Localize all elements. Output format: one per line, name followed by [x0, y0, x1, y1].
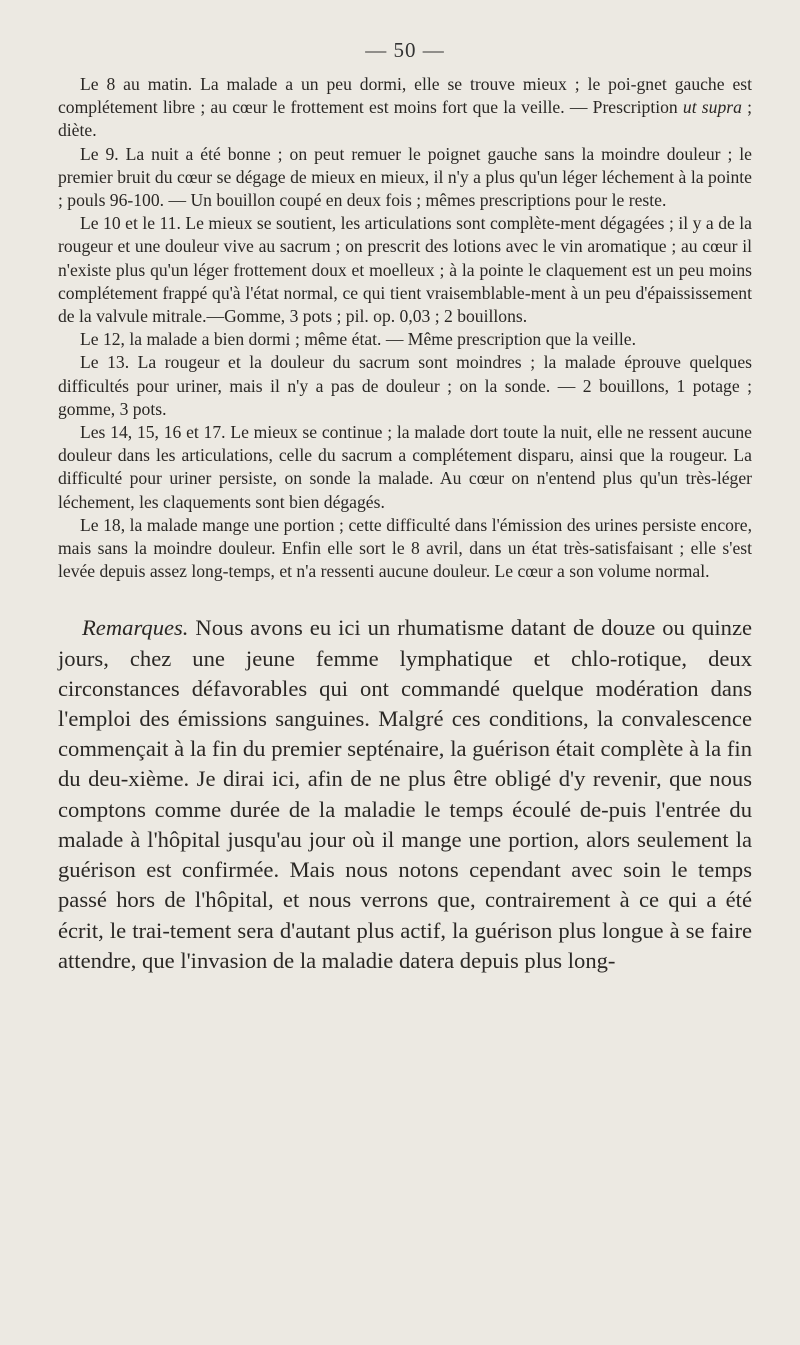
paragraph-day-8-text-a: Le 8 au matin. La malade a un peu dormi, elle se trouve mieux ; le poi-gnet gauche est complétement libre ; au cœur le frottement est moins fort que la veille. — Prescription — [58, 74, 752, 118]
paragraph-day-12: Le 12, la malade a bien dormi ; même état. — Même prescription que la veille. — [80, 329, 636, 350]
remarks-body: Nous avons eu ici un rhumatisme datant de douze ou quinze jours, chez une jeune femme lymphatique et chlo-rotique, deux circonstances défavorables qui ont commandé quelque modération dans l'emploi des émissions sanguines. Malgré ces conditions, la convalescence commençait à la fin du premier septénaire, la guérison était complète à la fin du deu-xième. Je dirai ici, afin de ne plus être obligé d'y revenir, que nous comptons comme durée de la maladie le temps écoulé de-puis l'entrée du malade à l'hôpital jusqu'au jour où il mange une portion, alors seulement la guérison est confirmée. Mais nous notons cependant avec soin le temps passé hors de l'hôpital, et nous verrons que, contrairement à ce qui a été écrit, le trai-tement sera d'autant plus actif, la guérison plus longue à se faire attendre, que l'invasion de la maladie datera depuis plus long- — [58, 615, 752, 973]
paragraph-day-8 — [58, 73, 752, 143]
paragraph-day-14-17: Les 14, 15, 16 et 17. Le mieux se continue ; la malade dort toute la nuit, elle ne ressent aucune douleur dans les articulations, celle du sacrum a complétement disparu, ainsi que la rougeur. La difficulté pour uriner persiste, on sonde la malade. Au cœur on n'entend plus qu'un très-léger léchement, les claquements sont bien dégagés. — [58, 422, 752, 512]
paragraph-day-18: Le 18, la malade mange une portion ; cette difficulté dans l'émission des urines persiste encore, mais sans la moindre douleur. Enfin elle sort le 8 avril, dans un état très-satisfaisant ; elle s'est levée depuis assez long-temps, et n'a ressenti aucune douleur. Le cœur a son volume normal. — [58, 514, 752, 582]
paragraph-day-9: Le 9. La nuit a été bonne ; on peut remuer le poignet gauche sans la moindre douleur ; le premier bruit du cœur se dégage de mieux en mieux, il n'y a plus qu'un léger léchement à la pointe ; pouls 96-100. — Un bouillon coupé en deux fois ; mêmes prescriptions pour le reste. — [58, 143, 752, 211]
remarks-paragraph — [58, 613, 752, 975]
paragraph-day-8-text-b: ; diète. — [58, 97, 752, 141]
page-number: — 50 — — [365, 38, 445, 62]
paragraph-day-10-11: Le 10 et le 11. Le mieux se soutient, les articulations sont complète-ment dégagées ; il y a de la rougeur et une douleur vive au sacrum ; on prescrit des lotions avec le vin aromatique ; au cœur il n'existe plus qu'un léger frottement doux et moelleux ; à la pointe le claquement est un peu moins complétement frappé qu'à l'état normal, ce qui tient vraisemblable-ment à un peu d'épaississement de la valvule mitrale.—Gomme, 3 pots ; pil. op. 0,03 ; 2 bouillons. — [58, 213, 752, 327]
remarks-title: Remarques. — [82, 615, 189, 641]
paragraph-day-8-italic: ut supra — [682, 97, 742, 118]
paragraph-day-13: Le 13. La rougeur et la douleur du sacrum sont moindres ; la malade éprouve quelques difficultés pour uriner, mais il n'y a pas de douleur ; on la sonde. — 2 bouillons, 1 potage ; gomme, 3 pots. — [58, 352, 752, 419]
